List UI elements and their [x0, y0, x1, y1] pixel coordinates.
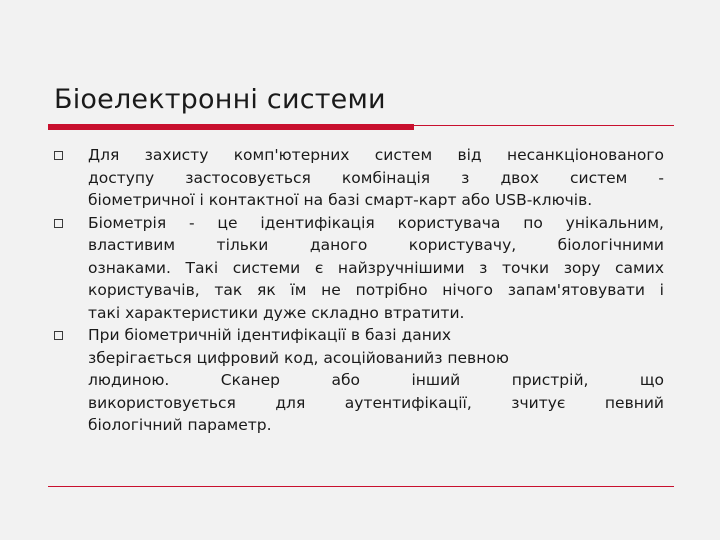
bottom-divider: [48, 486, 674, 487]
bullet-text: [88, 144, 664, 212]
bullet-line: такі характеристики дуже складно втратити.: [88, 303, 465, 322]
bullet-line: Для захисту комп'ютерних систем від несанкціонованого: [88, 146, 664, 164]
hollow-square-bullet-icon: [54, 151, 63, 160]
bullet-item: [50, 144, 664, 212]
bullet-line: ознаками. Такі системи є найзручнішими з точки зору самих: [88, 258, 664, 277]
bullet-item: [50, 324, 664, 437]
bullet-line: людиною. Сканер або інший пристрій, що: [88, 371, 664, 389]
bullet-line: Біометрія - це ідентифікація користувача по унікальним,: [88, 213, 664, 232]
slide-title: Біоелектронні системи: [54, 84, 386, 115]
bullet-text: [88, 324, 664, 437]
bullet-text: [88, 212, 664, 325]
bullet-list: [50, 144, 664, 437]
title-underline-accent: [48, 124, 414, 130]
bullet-line: біологічний параметр.: [88, 416, 272, 434]
bullet-item: [50, 212, 664, 325]
bullet-line: біометричної і контактної на базі смарт-карт або USB-ключів.: [88, 191, 593, 209]
hollow-square-bullet-icon: [54, 219, 63, 228]
bullet-line: властивим тільки даного користувачу, біологічними: [88, 236, 664, 254]
bullet-line: зберігається цифровий код, асоційованийз певною: [88, 348, 509, 367]
bullet-line: користувачів, так як їм не потрібно нічого запам'ятовувати і: [88, 281, 664, 299]
hollow-square-bullet-icon: [54, 331, 63, 340]
bullet-line: використовується для аутентифікації, зчитує певний: [88, 393, 664, 412]
bullet-line: При біометричній ідентифікації в базі даних: [88, 326, 452, 344]
bullet-line: доступу застосовується комбінація з двох систем -: [88, 168, 664, 187]
